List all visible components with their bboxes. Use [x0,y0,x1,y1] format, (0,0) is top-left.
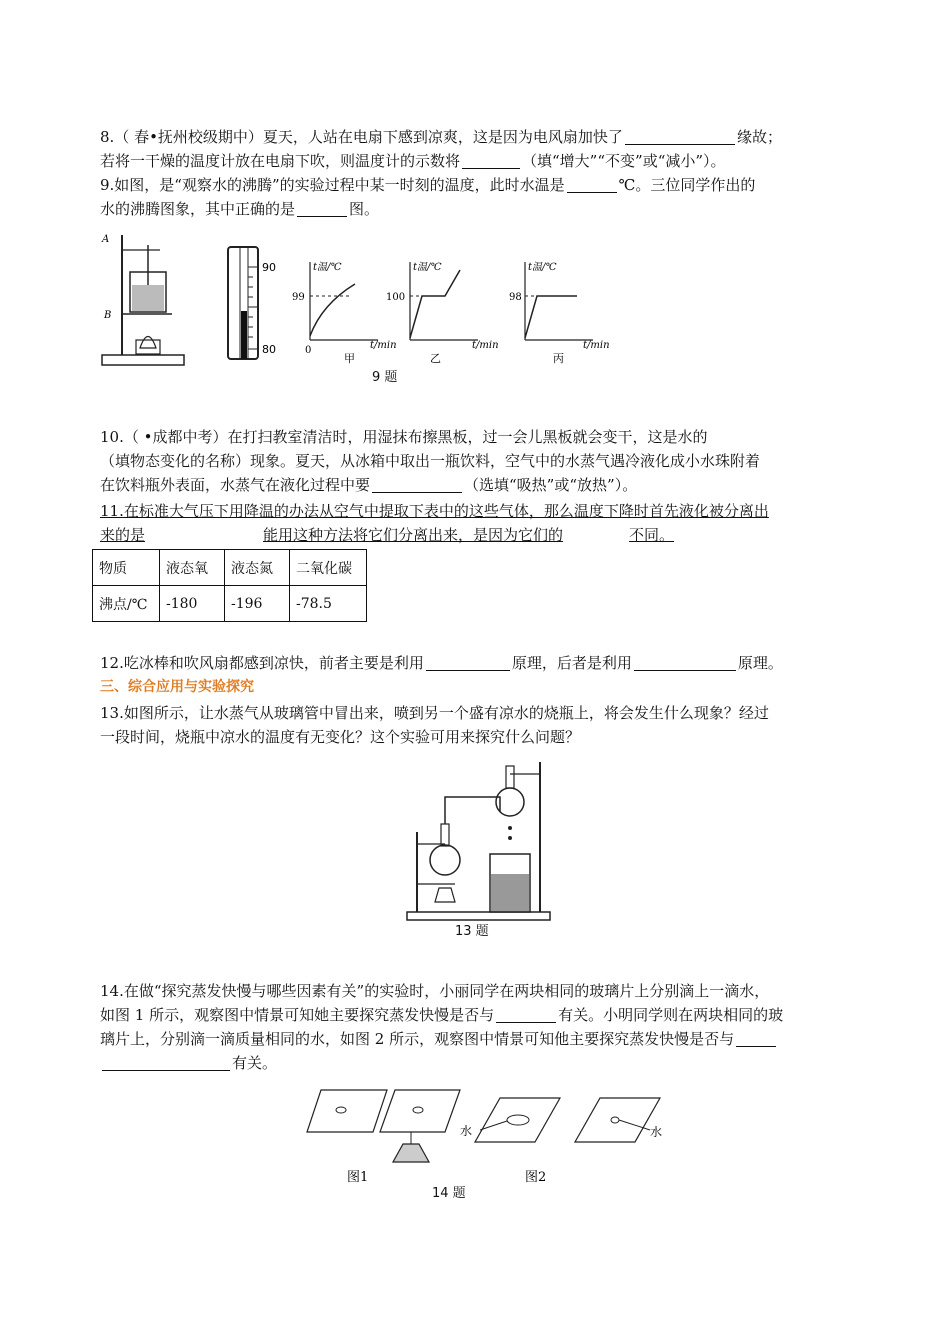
graph-bing-value: 98 [509,292,522,303]
svg-text:t/min: t/min [583,340,610,351]
q14-caption: 14 题 [432,1186,466,1201]
q13-line2: 一段时间，烧瓶中凉水的温度有无变化？这个实验可用来探究什么问题？ [100,728,581,746]
graph-yi-value: 100 [386,292,406,303]
fig2-label: 图2 [525,1170,547,1185]
q9-apparatus-figure [100,230,190,370]
svg-text:0: 0 [305,345,312,356]
q11-line2: 来的是 能用这种方法将它们分离出来，是因为它们的 不同。 [100,526,675,544]
q8-blank-1[interactable] [625,128,735,145]
q14-figures [295,1080,675,1190]
q8-blank-2[interactable] [462,152,520,169]
q9-line2: 水的沸腾图象，其中正确的是 图。 [100,200,380,218]
q13-line1: 13.如图所示，让水蒸气从玻璃管中冒出来，喷到另一个盛有凉水的烧瓶上，将会发生什么现象？经过 [100,704,769,722]
q9-line1: 9.如图，是“观察水的沸腾”的实验过程中某一时刻的温度，此时水温是 ℃。三位同学作出的 [100,176,756,194]
svg-text:t/min: t/min [370,340,397,351]
therm-top-label: 90 [262,261,276,274]
q11-line1: 11.在标准大气压下用降温的办法从空气中提取下表中的这些气体，那么温度下降时首先液化被分离出 [100,502,769,520]
q9-thermometer-figure [220,245,290,365]
q9-blank-1[interactable] [567,176,617,193]
q13-caption: 13 题 [455,924,489,939]
table-row: 沸点/℃ -180 -196 -78.5 [93,586,367,622]
svg-text:t温/℃: t温/℃ [528,262,557,273]
graph-jia-value: 99 [292,292,305,303]
q14-blank-1[interactable] [496,1006,556,1023]
q9-label-b: B [104,310,112,321]
q8-line2: 若将一干燥的温度计放在电扇下吹，则温度计的示数将 （填“增大”“不变”或“减小”）。 [100,152,726,170]
q14-line1: 14.在做“探究蒸发快慢与哪些因素有关”的实验时，小丽同学在两块相同的玻璃片上分别滴上一滴水， [100,982,770,1000]
q10-blank[interactable] [372,476,462,493]
q14-water-right: 水 [650,1125,663,1139]
graph-jia-name: 甲 [344,352,355,365]
q10-line1: 10.（ •成都中考）在打扫教室清洁时，用湿抹布擦黑板，过一会儿黑板就会变干，这是水的 [100,428,708,446]
graph-yi-name: 乙 [430,352,441,365]
svg-text:t温/℃: t温/℃ [413,262,442,273]
boiling-point-table [92,549,367,622]
therm-bottom-label: 80 [262,343,276,356]
section-3-heading: 三、综合应用与实验探究 [100,679,254,695]
q12-blank-2[interactable] [634,654,736,671]
q14-line3: 璃片上，分别滴一滴质量相同的水，如图 2 所示，观察图中情景可知他主要探究蒸发快慢是否与 [100,1028,778,1050]
fig1-label: 图1 [347,1170,369,1185]
q14-water-left: 水 [460,1124,473,1138]
graph-bing [509,258,610,365]
graph-yi [386,258,499,365]
q12-line1: 12.吃冰棒和吹风扇都感到凉快，前者主要是利用 原理，后者是利用 原理。 [100,654,783,672]
q14-blank-2-continued[interactable] [102,1054,230,1071]
q9-label-a: A [102,234,110,245]
q14-blank-2[interactable] [736,1030,776,1047]
q10-line2: （填物态变化的名称）现象。夏天，从冰箱中取出一瓶饮料，空气中的水蒸气遇冷液化成小水珠附着 [100,452,761,470]
q8-line1: 8.（ 春•抚州校级期中）夏天，人站在电扇下感到凉爽，这是因为电风扇加快了 缘故； [100,128,782,146]
graph-bing-name: 丙 [553,352,564,365]
svg-text:t/min: t/min [472,340,499,351]
q9-blank-2[interactable] [297,200,347,217]
q13-apparatus-figure [405,752,555,922]
q14-line4: 有关。 [100,1052,277,1074]
q9-caption: 9 题 [372,370,398,385]
q10-line3: 在饮料瓶外表面，水蒸气在液化过程中要 （选填“吸热”或“放热”）。 [100,476,638,494]
q14-line2: 如图 1 所示，观察图中情景可知她主要探究蒸发快慢是否与 有关。小明同学则在两块相同的玻 [100,1006,784,1024]
table-header-row: 物质 液态氧 液态氮 二氧化碳 [93,550,367,586]
q12-blank-1[interactable] [426,654,510,671]
svg-text:t温/℃: t温/℃ [313,262,342,273]
